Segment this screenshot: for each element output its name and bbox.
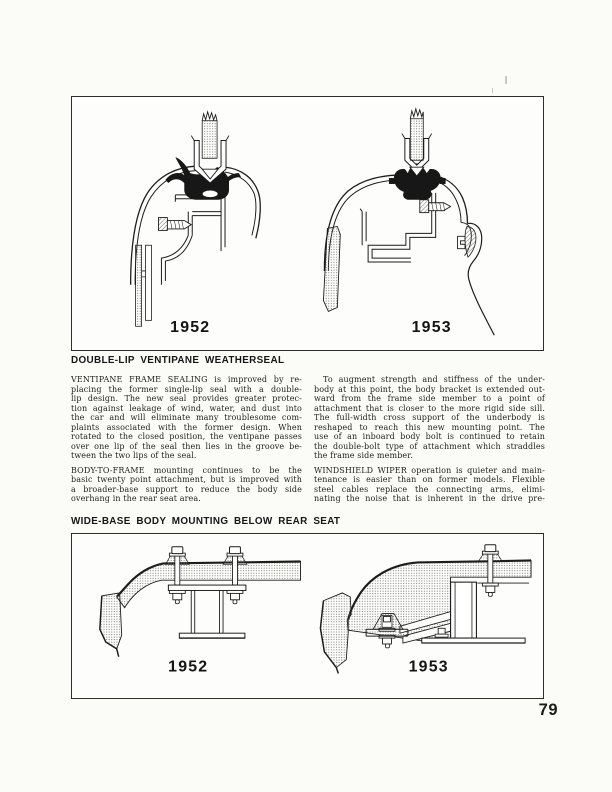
glass-pane-1953 xyxy=(410,119,423,161)
text-line: over one lip of the seal then lies in the groove be- xyxy=(71,441,302,451)
text-line: lip design. The new seal provides greater protec- xyxy=(71,394,302,404)
diagram-mounting-1953 xyxy=(320,545,531,676)
figure-box-body-mounting xyxy=(71,533,544,699)
paragraph xyxy=(314,466,545,504)
paragraph xyxy=(71,375,302,461)
text-line: the frame side member. xyxy=(314,451,414,461)
heading-wide-base-mounting: WIDE-BASE BODY MOUNTING BELOW REAR SEAT xyxy=(71,516,341,527)
text-line: BODY-TO-FRAME mounting continues to be the xyxy=(71,465,302,475)
scan-artifact xyxy=(505,76,507,84)
floor-panel-1952 xyxy=(117,561,301,607)
text-line: a broader-base support to reduce the body side xyxy=(71,484,302,494)
diagram-ventipane-1952 xyxy=(131,112,261,336)
body-side-panel-1952 xyxy=(100,593,122,649)
diagram-mounting-1952 xyxy=(100,547,301,676)
text-line: tween the two lips of the seal. xyxy=(71,451,197,461)
screw-1952 xyxy=(158,218,191,231)
text-line: use of an inboard body bolt is continued to retain xyxy=(314,432,545,442)
text-line: body at this point, the body bracket is extended out- xyxy=(314,384,545,394)
diagram-ventipane-1953 xyxy=(323,109,494,336)
body-side-panel-1953 xyxy=(320,593,351,668)
text-line: steel cables replace the connecting arms, elimi- xyxy=(314,484,545,494)
text-line: The full-width cross support of the underbody is xyxy=(314,413,545,423)
figure-label-1952: 1952 xyxy=(168,658,209,676)
column-left xyxy=(71,375,302,504)
text-line: the car and will eliminate many troublesome com- xyxy=(71,413,302,423)
text-line: tenance is easier than on former models. Flexible xyxy=(314,475,545,485)
text-line: nating the noise that is inherent in the drive pre- xyxy=(314,494,545,504)
text-line: the double-bolt type of attachment which straddles xyxy=(314,441,545,451)
pocket-seal-1953 xyxy=(465,226,476,257)
caption-double-lip-ventipane: DOUBLE-LIP VENTIPANE WEATHERSEAL xyxy=(71,355,285,366)
glass-pane-1952 xyxy=(202,121,217,159)
text-line: rotated to the closed position, the ventipane passes xyxy=(71,432,302,442)
text-line: tion against leakage of wind, water, and dust into xyxy=(71,403,302,413)
figure-label-1953: 1953 xyxy=(408,658,449,676)
scan-artifact xyxy=(492,88,493,93)
text-line: To augment strength and stiffness of the under- xyxy=(323,375,545,384)
text-line: VENTIPANE FRAME SEALING is improved by re- xyxy=(71,375,302,384)
paragraph xyxy=(314,375,545,461)
bolt-nut xyxy=(227,590,243,603)
text-line: attachment that is closer to the more rigid side sill. xyxy=(314,403,545,413)
frame-side-member xyxy=(451,582,477,638)
figure-label-1953: 1953 xyxy=(411,319,452,337)
text-line: placing the former single-lip seal with a double- xyxy=(71,384,302,394)
ventipane-diagrams xyxy=(72,97,543,350)
paragraph xyxy=(71,466,302,504)
text-line: overhang in the rear seat area. xyxy=(71,494,201,504)
text-line: plaints associated with the former design. When xyxy=(71,422,302,432)
column-right xyxy=(314,375,545,504)
figure-box-ventipane xyxy=(71,96,544,351)
bolt-nut xyxy=(169,590,185,603)
text-line: reshaped to reach this new mounting point. The xyxy=(314,422,545,432)
body-mounting-diagrams xyxy=(72,534,543,698)
text-line: WINDSHIELD WIPER operation is quieter and main- xyxy=(314,465,545,475)
figure-label-1952: 1952 xyxy=(170,319,211,337)
page-number: 79 xyxy=(538,701,558,719)
text-line: basic twenty point attachment, but is improved with xyxy=(71,475,302,485)
text-line: ward from the frame side member to a point of xyxy=(314,394,545,404)
